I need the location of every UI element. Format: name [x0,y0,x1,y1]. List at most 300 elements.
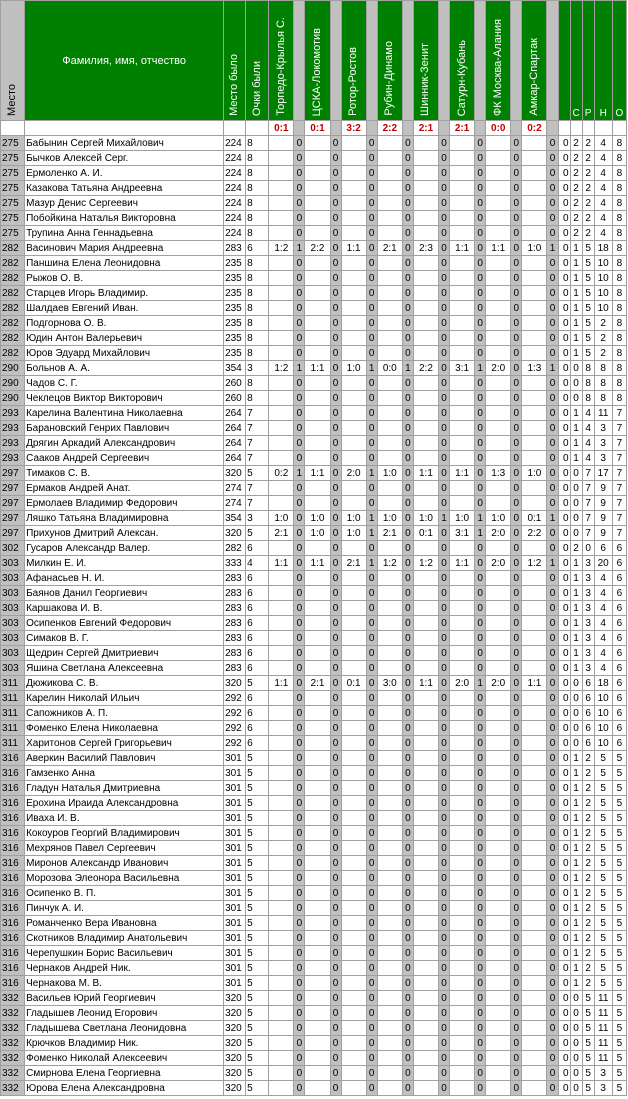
cell-points: 0 [294,226,305,241]
cell-points: 0 [511,1066,522,1081]
cell-prediction [305,691,330,706]
cell-name: Каршакова И. В. [25,601,224,616]
cell-points-were: 8 [246,271,269,286]
cell-prediction [305,256,330,271]
cell-points: 0 [475,961,486,976]
table-row [1,886,627,901]
cell-points: 0 [475,1066,486,1081]
cell-points: 0 [402,601,413,616]
cell-points: 0 [366,211,377,226]
cell-prediction [341,811,366,826]
cell-total: 0 [558,631,570,646]
cell-prediction [486,1051,511,1066]
cell-name: Мехрянов Павел Сергеевич [25,841,224,856]
cell-place-was: 283 [224,586,246,601]
cell-prediction: 2:0 [486,676,511,691]
cell-prediction [486,856,511,871]
cell-prediction [522,616,547,631]
cell-points-were: 8 [246,376,269,391]
cell-stat: 5 [612,886,626,901]
cell-prediction [305,346,330,361]
cell-points: 0 [294,991,305,1006]
cell-points: 0 [366,1036,377,1051]
cell-stat: 0 [570,526,582,541]
header-points-were: Очки были [246,1,269,121]
cell-prediction [486,901,511,916]
table-row [1,211,627,226]
cell-points: 0 [475,211,486,226]
cell-prediction [377,976,402,991]
cell-stat: 5 [582,256,594,271]
cell-points: 0 [330,976,341,991]
cell-points: 0 [366,541,377,556]
cell-points: 0 [330,886,341,901]
cell-points: 0 [439,181,450,196]
cell-stat: 5 [594,871,612,886]
cell-stat: 7 [612,451,626,466]
table-row [1,406,627,421]
cell-points: 0 [547,721,558,736]
cell-prediction [486,961,511,976]
cell-prediction [341,976,366,991]
cell-name: Казакова Татьяна Андреевна [25,181,224,196]
cell-total: 0 [558,811,570,826]
cell-stat: 2 [582,886,594,901]
cell-prediction [413,421,438,436]
cell-points: 0 [366,391,377,406]
cell-stat: 5 [582,286,594,301]
cell-prediction [522,346,547,361]
cell-stat: 8 [612,136,626,151]
cell-points: 0 [439,256,450,271]
cell-points: 0 [547,391,558,406]
cell-prediction [377,1066,402,1081]
cell-points: 0 [402,946,413,961]
cell-points: 0 [475,436,486,451]
cell-prediction [450,301,475,316]
cell-prediction [305,871,330,886]
cell-prediction [269,226,294,241]
cell-points: 0 [547,451,558,466]
cell-stat: 6 [612,616,626,631]
cell-prediction [450,451,475,466]
cell-prediction [450,226,475,241]
table-row [1,451,627,466]
cell-name: Больнов А. А. [25,361,224,376]
cell-points: 0 [511,241,522,256]
cell-prediction [305,661,330,676]
cell-points: 0 [475,631,486,646]
cell-prediction [377,856,402,871]
cell-name: Паншина Елена Леонидовна [25,256,224,271]
cell-prediction [522,181,547,196]
cell-prediction [486,436,511,451]
cell-name: Гладышева Светлана Леонидовна [25,1021,224,1036]
cell-prediction: 1:1 [305,556,330,571]
cell-prediction [305,586,330,601]
cell-points: 0 [475,781,486,796]
table-row [1,916,627,931]
cell-prediction [305,316,330,331]
cell-prediction [269,1036,294,1051]
table-row [1,376,627,391]
cell-points-were: 4 [246,556,269,571]
cell-stat: 8 [612,256,626,271]
cell-points: 0 [547,421,558,436]
cell-points-were: 8 [246,181,269,196]
cell-points: 0 [547,736,558,751]
cell-prediction [305,721,330,736]
cell-prediction: 2:1 [269,526,294,541]
cell-place: 316 [1,766,25,781]
cell-stat: 6 [612,541,626,556]
cell-stat: 2 [582,181,594,196]
cell-points: 1 [475,676,486,691]
cell-stat: 2 [582,976,594,991]
cell-points: 0 [294,1021,305,1036]
cell-prediction [522,1021,547,1036]
cell-total: 0 [558,781,570,796]
cell-place: 282 [1,256,25,271]
cell-points: 0 [475,286,486,301]
cell-prediction [305,331,330,346]
table-row [1,1051,627,1066]
cell-prediction [269,931,294,946]
cell-total: 0 [558,961,570,976]
cell-prediction [305,1006,330,1021]
cell-points: 0 [511,601,522,616]
cell-prediction: 2:0 [486,556,511,571]
header-match-4: Рубин-Динамо [377,1,402,121]
cell-points: 1 [402,361,413,376]
cell-prediction [269,451,294,466]
cell-prediction [305,166,330,181]
cell-total: 0 [558,241,570,256]
cell-points: 0 [439,496,450,511]
cell-stat: 9 [594,526,612,541]
cell-stat: 5 [612,901,626,916]
score-match-5: 2:1 [413,121,438,136]
cell-prediction [269,1021,294,1036]
cell-prediction [413,886,438,901]
cell-stat: 0 [570,496,582,511]
cell-prediction: 1:0 [413,511,438,526]
cell-prediction [377,376,402,391]
cell-prediction [341,481,366,496]
cell-points-were: 8 [246,196,269,211]
table-row [1,421,627,436]
cell-prediction: 0:2 [269,466,294,481]
cell-points: 0 [475,706,486,721]
cell-stat: 11 [594,1006,612,1021]
cell-points: 0 [439,961,450,976]
cell-place: 303 [1,616,25,631]
cell-prediction [269,571,294,586]
cell-points: 0 [439,841,450,856]
cell-points: 0 [330,571,341,586]
table-row [1,526,627,541]
cell-stat: 5 [612,1051,626,1066]
cell-stat: 3 [582,601,594,616]
cell-prediction [377,1021,402,1036]
cell-place-was: 320 [224,1051,246,1066]
cell-stat: 10 [594,256,612,271]
cell-prediction: 2:1 [341,556,366,571]
cell-prediction [305,646,330,661]
score-match-6: 2:1 [450,121,475,136]
cell-prediction [413,331,438,346]
cell-points: 0 [511,136,522,151]
cell-points: 0 [475,586,486,601]
cell-total: 0 [558,601,570,616]
cell-place: 303 [1,646,25,661]
cell-points: 0 [547,526,558,541]
table-row [1,1066,627,1081]
cell-points: 0 [511,196,522,211]
cell-prediction [341,721,366,736]
cell-points: 0 [475,1036,486,1051]
cell-stat: 5 [612,931,626,946]
cell-prediction [413,1051,438,1066]
table-row [1,436,627,451]
cell-stat: 1 [570,346,582,361]
cell-prediction [413,571,438,586]
cell-prediction [450,616,475,631]
cell-points: 0 [511,331,522,346]
cell-prediction [269,976,294,991]
cell-place-was: 320 [224,676,246,691]
cell-points: 0 [402,781,413,796]
cell-stat: 7 [612,406,626,421]
cell-points: 0 [511,1051,522,1066]
cell-prediction [377,136,402,151]
cell-stat: 4 [594,151,612,166]
cell-stat: 2 [582,196,594,211]
cell-points: 0 [330,1081,341,1096]
cell-stat: 1 [570,811,582,826]
cell-points: 0 [402,736,413,751]
cell-points: 0 [330,1021,341,1036]
table-row [1,571,627,586]
cell-points: 0 [511,181,522,196]
cell-place-was: 301 [224,781,246,796]
cell-prediction [450,1036,475,1051]
cell-points-were: 5 [246,1021,269,1036]
cell-prediction [341,391,366,406]
cell-stat: 5 [582,346,594,361]
cell-points: 0 [547,706,558,721]
cell-points: 0 [330,331,341,346]
cell-points: 0 [547,781,558,796]
table-row [1,811,627,826]
cell-prediction [413,586,438,601]
cell-prediction [341,166,366,181]
cell-points: 0 [294,586,305,601]
cell-total: 0 [558,691,570,706]
cell-stat: 2 [582,166,594,181]
cell-prediction [413,841,438,856]
cell-prediction [377,631,402,646]
cell-name: Рыжов О. В. [25,271,224,286]
cell-prediction [522,856,547,871]
cell-place: 311 [1,736,25,751]
cell-place-was: 320 [224,1066,246,1081]
cell-prediction [269,856,294,871]
cell-total: 0 [558,616,570,631]
cell-points: 0 [439,991,450,1006]
cell-points: 0 [439,361,450,376]
cell-place: 290 [1,376,25,391]
cell-total: 0 [558,706,570,721]
cell-prediction [269,331,294,346]
cell-prediction [377,331,402,346]
cell-stat: 1 [570,946,582,961]
cell-prediction [377,286,402,301]
cell-prediction [450,811,475,826]
cell-points: 0 [366,871,377,886]
cell-stat: 2 [594,316,612,331]
cell-total: 0 [558,751,570,766]
cell-points: 0 [366,826,377,841]
cell-points: 0 [511,256,522,271]
cell-points: 0 [475,151,486,166]
cell-points: 0 [511,961,522,976]
cell-prediction [341,841,366,856]
cell-prediction [522,166,547,181]
cell-prediction [269,376,294,391]
cell-prediction [486,286,511,301]
cell-stat: 3 [582,646,594,661]
cell-stat: 2 [570,196,582,211]
cell-prediction [413,256,438,271]
cell-points: 0 [475,391,486,406]
cell-prediction [486,646,511,661]
cell-points: 0 [547,466,558,481]
cell-points-were: 5 [246,1006,269,1021]
cell-prediction [377,811,402,826]
cell-points: 0 [439,286,450,301]
cell-points: 0 [294,316,305,331]
cell-prediction: 1:1 [413,466,438,481]
table-row [1,841,627,856]
table-row [1,1006,627,1021]
table-row [1,1021,627,1036]
cell-points: 0 [366,841,377,856]
cell-stat: 5 [612,976,626,991]
cell-points-were: 6 [246,571,269,586]
cell-points: 0 [511,151,522,166]
cell-points: 0 [330,811,341,826]
cell-points: 0 [294,601,305,616]
cell-prediction [486,1006,511,1021]
cell-prediction [377,1006,402,1021]
cell-place-was: 301 [224,931,246,946]
cell-prediction [450,436,475,451]
table-row [1,481,627,496]
cell-points: 0 [439,391,450,406]
cell-prediction [377,751,402,766]
cell-points: 0 [439,541,450,556]
cell-stat: 2 [582,931,594,946]
cell-points: 0 [402,211,413,226]
cell-points: 0 [511,451,522,466]
cell-points-were: 7 [246,421,269,436]
cell-points: 0 [475,751,486,766]
cell-points: 0 [294,376,305,391]
cell-prediction [341,1006,366,1021]
cell-prediction [377,586,402,601]
cell-points: 0 [402,286,413,301]
cell-prediction [450,946,475,961]
cell-prediction: 1:0 [305,526,330,541]
cell-points: 0 [330,706,341,721]
cell-stat: 1 [570,841,582,856]
table-row [1,511,627,526]
cell-points: 0 [294,571,305,586]
cell-points: 0 [402,1021,413,1036]
cell-stat: 3 [582,571,594,586]
cell-prediction [341,946,366,961]
cell-prediction [377,601,402,616]
cell-stat: 4 [594,136,612,151]
cell-place: 316 [1,841,25,856]
cell-place-was: 354 [224,511,246,526]
table-row [1,691,627,706]
cell-points: 0 [439,751,450,766]
cell-stat: 5 [582,1051,594,1066]
cell-points: 0 [511,466,522,481]
cell-prediction [450,646,475,661]
cell-points: 0 [294,676,305,691]
cell-points: 0 [330,226,341,241]
cell-total: 0 [558,271,570,286]
cell-stat: 5 [594,916,612,931]
cell-stat: 5 [582,271,594,286]
cell-prediction: 1:1 [450,556,475,571]
cell-points: 0 [439,811,450,826]
table-row [1,661,627,676]
cell-total: 0 [558,301,570,316]
cell-prediction [413,541,438,556]
cell-name: Харитонов Сергей Григорьевич [25,736,224,751]
cell-stat: 5 [612,1081,626,1096]
cell-stat: 2 [582,961,594,976]
cell-points: 0 [511,541,522,556]
cell-place: 316 [1,826,25,841]
cell-prediction [486,391,511,406]
cell-points: 0 [330,316,341,331]
cell-prediction [522,586,547,601]
header-stat-s: С [570,1,582,121]
cell-prediction [341,316,366,331]
cell-points: 0 [366,691,377,706]
cell-points: 0 [366,421,377,436]
cell-points: 0 [511,1081,522,1096]
cell-prediction [413,646,438,661]
cell-stat: 8 [612,346,626,361]
cell-prediction [450,901,475,916]
cell-points: 0 [547,211,558,226]
cell-prediction [522,376,547,391]
cell-points: 0 [511,376,522,391]
cell-points: 0 [330,1051,341,1066]
cell-stat: 1 [570,661,582,676]
cell-prediction [305,226,330,241]
cell-stat: 5 [594,796,612,811]
cell-name: Тимаков С. В. [25,466,224,481]
cell-points: 0 [475,796,486,811]
table-row [1,961,627,976]
